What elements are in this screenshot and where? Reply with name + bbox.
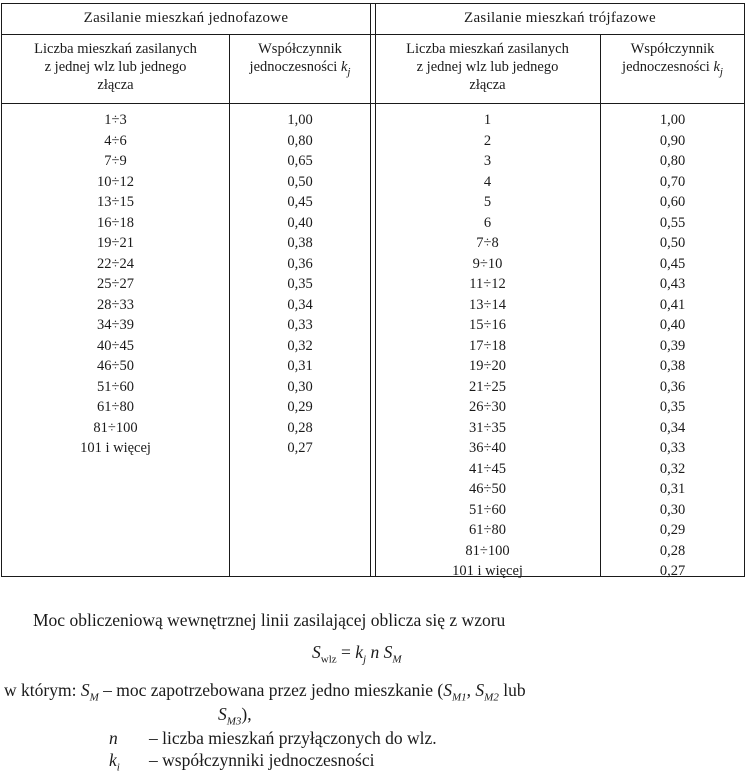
- three-phase-coef-cell: 0,55: [659, 214, 686, 231]
- three-phase-count-cell: 2: [483, 132, 492, 149]
- single-phase-count-cell: 101 i więcej: [80, 440, 151, 456]
- single-phase-coef-cell: 0,50: [287, 173, 313, 190]
- column-header-rule: [2, 103, 744, 104]
- three-phase-count-cell: 31÷35: [469, 419, 506, 436]
- three-phase-coef-cell: 0,32: [659, 460, 686, 477]
- single-phase-count-cell: 51÷60: [97, 378, 134, 395]
- single-phase-coef-cell: 0,38: [287, 235, 313, 251]
- three-phase-coef-cell: 0,80: [659, 153, 686, 169]
- three-phase-count-cell: 3: [483, 153, 492, 169]
- three-phase-coef-cell: 0,36: [659, 378, 686, 395]
- three-phase-coef-cell: 0,38: [659, 358, 686, 374]
- three-phase-count-cell: 101 i więcej: [452, 563, 523, 579]
- three-phase-count-cell: 13÷14: [469, 296, 506, 313]
- three-phase-count-column: [375, 110, 600, 582]
- single-phase-count-cell: 16÷18: [97, 214, 134, 231]
- single-phase-count-column: [2, 110, 229, 459]
- single-phase-count-cell: 7÷9: [104, 153, 127, 169]
- definition-sm-continued: $S_{M3}$),: [218, 704, 252, 728]
- three-phase-count-cell: 6: [483, 214, 492, 231]
- single-phase-coef-cell: 0,33: [287, 317, 313, 333]
- single-phase-count-cell: 4÷6: [104, 132, 127, 149]
- single-phase-count-cell: 61÷80: [97, 399, 134, 415]
- three-phase-count-cell: 9÷10: [472, 255, 503, 272]
- single-phase-count-cell: 34÷39: [97, 317, 134, 333]
- three-phase-coef-cell: 0,39: [659, 337, 686, 354]
- three-phase-coef-cell: 0,70: [659, 173, 686, 190]
- three-phase-coef-cell: 0,35: [659, 399, 686, 415]
- three-phase-count-cell: 41÷45: [469, 460, 506, 477]
- single-phase-coef-cell: 0,35: [287, 276, 313, 292]
- three-phase-coef-cell: 0,50: [659, 235, 686, 251]
- three-phase-coef-cell: 0,33: [659, 440, 686, 456]
- three-phase-count-header: Liczba mieszkań zasilanych z jednej wlz lub jednego złącza: [406, 41, 569, 93]
- single-phase-coef-cell: 0,29: [287, 399, 313, 415]
- single-phase-coef-cell: 0,45: [287, 194, 313, 210]
- single-phase-coef-cell: 0,40: [287, 214, 313, 231]
- single-phase-coef-cell: 0,27: [287, 440, 313, 456]
- intro-sentence: Moc obliczeniową wewnętrznej linii zasilającej oblicza się z wzoru: [33, 610, 506, 630]
- single-phase-count-cell: 19÷21: [97, 235, 134, 251]
- single-phase-count-header: Liczba mieszkań zasilanych z jednej wlz lub jednego złącza: [34, 41, 197, 93]
- three-phase-coef-cell: 0,30: [659, 501, 686, 518]
- three-phase-coef-cell: 0,90: [659, 132, 686, 149]
- three-phase-count-cell: 7÷8: [476, 235, 499, 251]
- three-phase-group-title: Zasilanie mieszkań trójfazowe: [464, 10, 656, 26]
- three-phase-count-cell: 26÷30: [469, 399, 506, 415]
- three-phase-coef-cell: 0,27: [659, 563, 686, 579]
- single-phase-coef-cell: 0,28: [287, 419, 313, 436]
- single-phase-coef-cell: 0,32: [287, 337, 313, 354]
- single-phase-coef-cell: 1,00: [287, 112, 313, 128]
- single-phase-count-cell: 22÷24: [97, 255, 134, 272]
- three-phase-coef-cell: 0,34: [659, 419, 686, 436]
- three-phase-count-cell: 51÷60: [469, 501, 506, 518]
- three-phase-coef-cell: 0,60: [659, 194, 686, 210]
- single-phase-count-cell: 1÷3: [104, 112, 127, 128]
- three-phase-coef-cell: 0,31: [659, 481, 686, 497]
- three-phase-count-cell: 4: [483, 173, 492, 190]
- three-phase-coef-cell: 1,00: [659, 112, 686, 128]
- three-phase-count-cell: 61÷80: [469, 522, 506, 538]
- three-phase-count-cell: 81÷100: [465, 542, 510, 559]
- single-phase-count-cell: 46÷50: [97, 358, 134, 374]
- single-phase-coef-cell: 0,36: [287, 255, 313, 272]
- single-phase-coef-cell: 0,80: [287, 132, 313, 149]
- three-phase-count-cell: 19÷20: [469, 358, 506, 374]
- single-phase-coef-header: Współczynnik jednoczesności $k_j$: [249, 41, 351, 78]
- single-phase-count-cell: 13÷15: [97, 194, 134, 210]
- three-phase-count-cell: 5: [483, 194, 492, 210]
- three-phase-coef-cell: 0,40: [659, 317, 686, 333]
- simultaneity-table: [1, 3, 745, 577]
- group-header-rule: [2, 34, 744, 35]
- definition-sm: w którym: $S_M$ – moc zapotrzebowana przez jedno mieszkanie ($S_{M1}$, $S_{M2}$ lub: [4, 680, 526, 704]
- definition-n: n – liczba mieszkań przyłączonych do wlz.: [109, 728, 437, 748]
- single-phase-coef-cell: 0,30: [287, 378, 313, 395]
- three-phase-count-cell: 15÷16: [469, 317, 506, 333]
- three-phase-coef-cell: 0,28: [659, 542, 686, 559]
- three-phase-coef-cell: 0,29: [659, 522, 686, 538]
- three-phase-coef-cell: 0,41: [659, 296, 686, 313]
- single-phase-count-cell: 81÷100: [93, 419, 138, 436]
- three-phase-coef-column: [601, 110, 744, 582]
- single-phase-count-cell: 40÷45: [97, 337, 134, 354]
- three-phase-count-cell: 1: [483, 112, 492, 128]
- three-phase-coef-cell: 0,45: [659, 255, 686, 272]
- single-phase-coef-cell: 0,31: [287, 358, 313, 374]
- single-phase-group-title: Zasilanie mieszkań jednofazowe: [83, 10, 289, 26]
- three-phase-coef-header: Współczynnik jednoczesności $k_j$: [622, 41, 723, 78]
- three-phase-count-cell: 36÷40: [469, 440, 506, 456]
- three-phase-coef-cell: 0,43: [659, 276, 686, 292]
- three-phase-count-cell: 21÷25: [469, 378, 506, 395]
- formula: $S_{wlz} = k_j$ n $S_M$: [312, 642, 402, 666]
- single-phase-count-cell: 28÷33: [97, 296, 134, 313]
- definition-k: $k_i$ – współczynniki jednoczesności: [109, 750, 375, 774]
- single-phase-coef-cell: 0,65: [287, 153, 313, 169]
- single-phase-coef-cell: 0,34: [287, 296, 313, 313]
- three-phase-count-cell: 17÷18: [469, 337, 506, 354]
- single-phase-coef-column: [230, 110, 370, 459]
- single-phase-count-cell: 25÷27: [97, 276, 134, 292]
- three-phase-count-cell: 46÷50: [469, 481, 506, 497]
- single-phase-count-cell: 10÷12: [97, 173, 134, 190]
- three-phase-count-cell: 11÷12: [469, 276, 506, 292]
